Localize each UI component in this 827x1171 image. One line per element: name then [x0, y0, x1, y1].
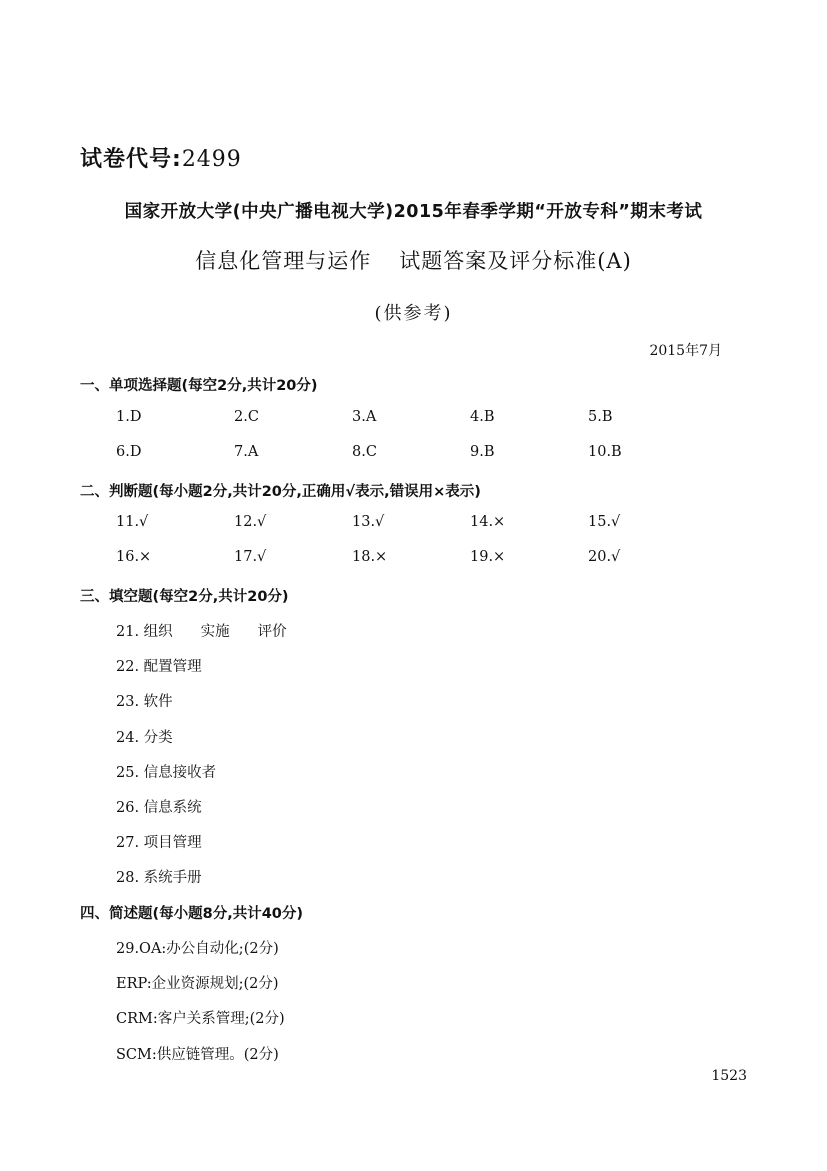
- section-1-row-2: [116, 444, 706, 460]
- answer-13: 13.√: [352, 514, 385, 530]
- reference-note: (供参考): [374, 303, 453, 324]
- answer-29-oa: 29.OA:办公自动化;(2分): [116, 941, 279, 957]
- section-4-heading: 四、简述题(每小题8分,共计40分): [80, 906, 304, 922]
- exam-code-label: 试卷代号:: [80, 147, 182, 172]
- title-suffix: 试题答案及评分标准(A): [399, 249, 632, 273]
- answer-29-scm: SCM:供应链管理。(2分): [116, 1047, 279, 1063]
- answer-16: 16.×: [116, 549, 152, 565]
- answer-29-erp: ERP:企业资源规划;(2分): [116, 976, 279, 992]
- answer-28: 28. 系统手册: [116, 870, 202, 886]
- answer-19: 19.×: [470, 549, 506, 565]
- section-2-row-2: [116, 549, 706, 565]
- answer-1: 1.D: [116, 409, 142, 425]
- exam-code-number: 2499: [181, 147, 242, 172]
- answer-17: 17.√: [234, 549, 267, 565]
- answer-20: 20.√: [588, 549, 621, 565]
- answer-9: 9.B: [470, 444, 495, 460]
- answer-14: 14.×: [470, 514, 506, 530]
- answer-27: 27. 项目管理: [116, 835, 202, 851]
- answer-12: 12.√: [234, 514, 267, 530]
- section-1-row-1: [116, 409, 706, 425]
- answer-5: 5.B: [588, 409, 613, 425]
- answer-21-part-2: 实施: [200, 624, 230, 640]
- answer-3: 3.A: [352, 409, 377, 425]
- answer-8: 8.C: [352, 444, 377, 460]
- exam-name: 国家开放大学(中央广播电视大学)2015年春季学期“开放专科”期末考试: [124, 202, 703, 222]
- answer-4: 4.B: [470, 409, 495, 425]
- answer-21-part-3: 评价: [257, 624, 287, 640]
- exam-code: [80, 142, 242, 173]
- answer-22: 22. 配置管理: [116, 659, 202, 675]
- exam-date: 2015年7月: [649, 343, 722, 359]
- answer-23: 23. 软件: [116, 694, 173, 710]
- answer-7: 7.A: [234, 444, 259, 460]
- answer-29-crm: CRM:客户关系管理;(2分): [116, 1011, 285, 1027]
- section-2-heading: 二、判断题(每小题2分,共计20分,正确用√表示,错误用×表示): [80, 484, 481, 500]
- section-3-heading: 三、填空题(每空2分,共计20分): [80, 589, 289, 605]
- answer-10: 10.B: [588, 444, 622, 460]
- section-1-heading: 一、单项选择题(每空2分,共计20分): [80, 378, 318, 394]
- answer-21: [116, 620, 315, 641]
- document-title: [0, 245, 827, 275]
- answer-26: 26. 信息系统: [116, 800, 202, 816]
- answer-15: 15.√: [588, 514, 621, 530]
- answer-25: 25. 信息接收者: [116, 765, 217, 781]
- answer-11: 11.√: [116, 514, 149, 530]
- answer-2: 2.C: [234, 409, 259, 425]
- answer-18: 18.×: [352, 549, 388, 565]
- title-subject: 信息化管理与运作: [195, 249, 372, 273]
- answer-21-part-1: 21. 组织: [116, 624, 173, 640]
- answer-24: 24. 分类: [116, 730, 173, 746]
- page-number: 1523: [711, 1068, 747, 1084]
- section-2-row-1: [116, 514, 706, 530]
- answer-6: 6.D: [116, 444, 142, 460]
